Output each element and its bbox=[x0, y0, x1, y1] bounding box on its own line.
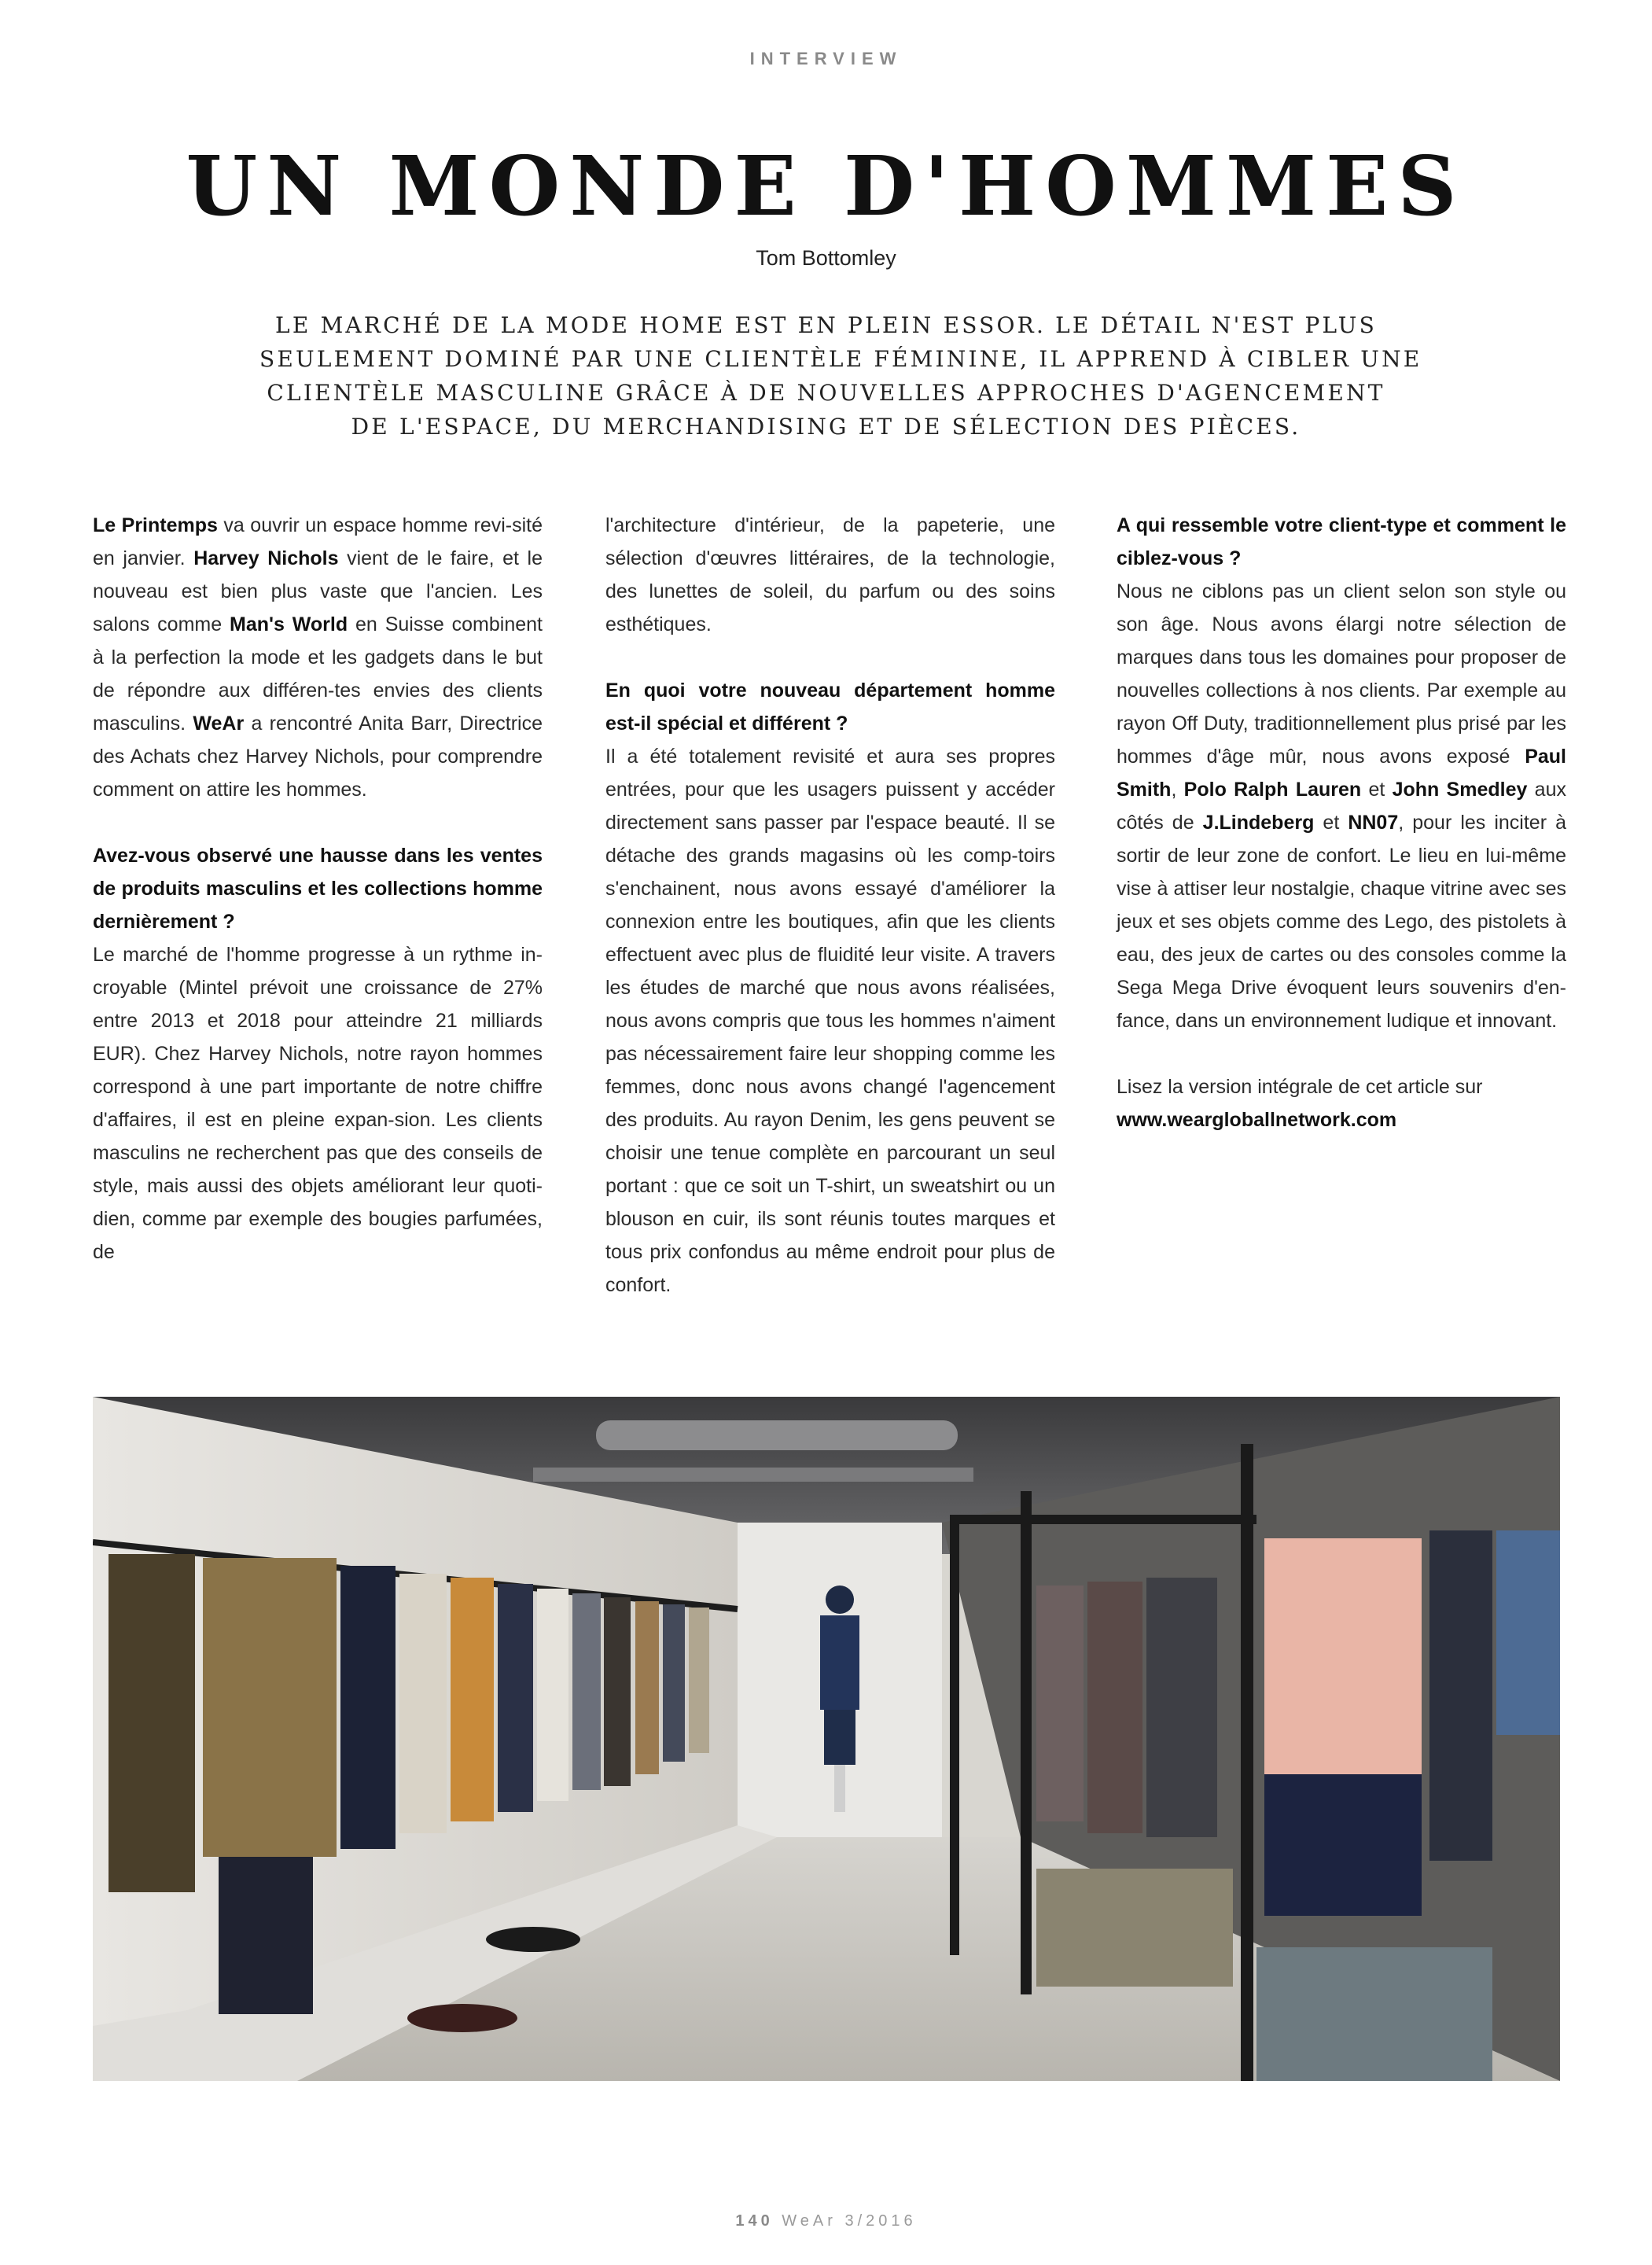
article-url-link[interactable]: www.weargloballnetwork.com bbox=[1117, 1109, 1397, 1131]
text-column-3 bbox=[1117, 509, 1566, 1136]
text-run: a rencontré Anita Barr, Directrice des Achats chez Harvey Nichols, pour comprendre comment on attire les hommes. bbox=[93, 713, 543, 801]
lead-line: DE L'ESPACE, DU MERCHANDISING ET DE SÉLECTION DES PIÈCES. bbox=[351, 414, 1301, 440]
article-title: UN MONDE D'HOMMES bbox=[186, 138, 1466, 234]
interview-answer-1: Le marché de l'homme progresse à un rythme in-croyable (Mintel prévoit une croissance de 27% entre 2013 et 2018 pour atteindre 21 milliards EUR). Chez Harvey Nichols, notre rayon hommes correspond à une part importante de notre chiffre d'affaires, il est en pleine expan-sion. Les clients masculins ne recherchent pas que des conseils de style, mais aussi des objets améliorant leur quoti-dien, comme par exemple des bougies parfumées, de bbox=[93, 944, 543, 1263]
text-run: , bbox=[1171, 779, 1184, 801]
text-column-2 bbox=[605, 509, 1055, 1302]
text-run: en Suisse combinent à la perfection la mode et les gadgets dans le but de répondre aux différen-tes envies des clients masculins. bbox=[93, 613, 543, 735]
intro-paragraph bbox=[93, 509, 543, 806]
store-interior-photo bbox=[93, 1397, 1560, 2081]
read-more-text: Lisez la version intégrale de cet article sur bbox=[1117, 1076, 1483, 1098]
brand-paul-smith: Paul Smith bbox=[1117, 746, 1566, 801]
answer-1-continued: l'architecture d'intérieur, de la papeterie, une sélection d'œuvres littéraires, de la technologie, des lunettes de soleil, du parfum ou des soins esthétiques. bbox=[605, 514, 1055, 635]
text-run: , pour les inciter à sortir de leur zone de confort. Le lieu en lui-même vise à attiser leur nostalgie, chaque vitrine avec ses jeux et ses objets comme des Lego, des pistolets à eau, des jeux de cartes ou des consoles comme la Sega Mega Drive évoquent leurs souvenirs d'en-fance, dans un environnement ludique et innovant. bbox=[1117, 812, 1566, 1032]
article-lead bbox=[259, 308, 1422, 444]
brand-mans-world: Man's World bbox=[230, 613, 348, 635]
lead-line: LE MARCHÉ DE LA MODE HOME EST EN PLEIN ESSOR. LE DÉTAIL N'EST PLUS bbox=[275, 312, 1377, 338]
text-column-1 bbox=[93, 509, 543, 1269]
lead-line: SEULEMENT DOMINÉ PAR UNE CLIENTÈLE FÉMININE, IL APPREND À CIBLER UNE bbox=[259, 346, 1422, 372]
brand-j-lindeberg: J.Lindeberg bbox=[1202, 812, 1315, 834]
text-run: aux côtés de bbox=[1117, 779, 1566, 834]
text-run: Nous ne ciblons pas un client selon son style ou son âge. Nous avons élargi notre sélection de marques dans tous les domaines pour proposer de nouvelles collections à nos clients. Par exemple au rayon Off Duty, traditionnellement plus prisé par les hommes d'âge mûr, nous avons exposé bbox=[1117, 580, 1566, 768]
section-kicker: INTERVIEW bbox=[749, 49, 903, 68]
brand-wear: WeAr bbox=[193, 713, 245, 735]
text-run: va ouvrir un espace homme revi-sité en janvier. bbox=[93, 514, 543, 569]
page-footer bbox=[0, 2212, 1652, 2230]
brand-printemps: Le Printemps bbox=[93, 514, 218, 536]
interview-question-1: Avez-vous observé une hausse dans les ventes de produits masculins et les collections homme dernièrement ? bbox=[93, 845, 543, 933]
text-run: et bbox=[1314, 812, 1348, 834]
interview-answer-2: Il a été totalement revisité et aura ses propres entrées, pour que les usagers puissent y accéder directement sans passer par l'espace beauté. Il se détache des grands magasins où les comp-toirs s'enchainent, nous avons essayé d'améliorer la connexion entre les boutiques, afin que les clients effectuent avec plus de fluidité leur visite. A travers les études de marché que nous avons réalisées, nous avons compris que tous les hommes n'aiment pas nécessairement faire leur shopping comme les femmes, donc nous avons changé l'agencement des produits. Au rayon Denim, les gens peuvent se choisir une tenue complète en parcourant un seul portant : que ce soit un T-shirt, un sweatshirt ou un blouson en cuir, ils sont réunis toutes marques et tous prix confondus au même endroit pour plus de confort. bbox=[605, 746, 1055, 1296]
lead-line: CLIENTÈLE MASCULINE GRÂCE À DE NOUVELLES APPROCHES D'AGENCEMENT bbox=[267, 380, 1385, 406]
brand-polo-ralph-lauren: Polo Ralph Lauren bbox=[1183, 779, 1362, 801]
store-interior-illustration bbox=[93, 1397, 1560, 2081]
brand-harvey-nichols: Harvey Nichols bbox=[193, 547, 339, 569]
text-run: vient de le faire, et le nouveau est bien plus vaste que l'ancien. Les salons comme bbox=[93, 547, 543, 635]
article-author: Tom Bottomley bbox=[756, 246, 896, 270]
brand-john-smedley: John Smedley bbox=[1392, 779, 1528, 801]
interview-question-3: A qui ressemble votre client-type et comment le ciblez-vous ? bbox=[1117, 514, 1566, 569]
issue-label: WeAr 3/2016 bbox=[782, 2212, 917, 2230]
page-number: 140 bbox=[735, 2212, 774, 2230]
interview-answer-3 bbox=[1117, 575, 1566, 1037]
interview-question-2: En quoi votre nouveau département homme est-il spécial et différent ? bbox=[605, 680, 1055, 735]
brand-nn07: NN07 bbox=[1348, 812, 1399, 834]
text-run: et bbox=[1361, 779, 1393, 801]
